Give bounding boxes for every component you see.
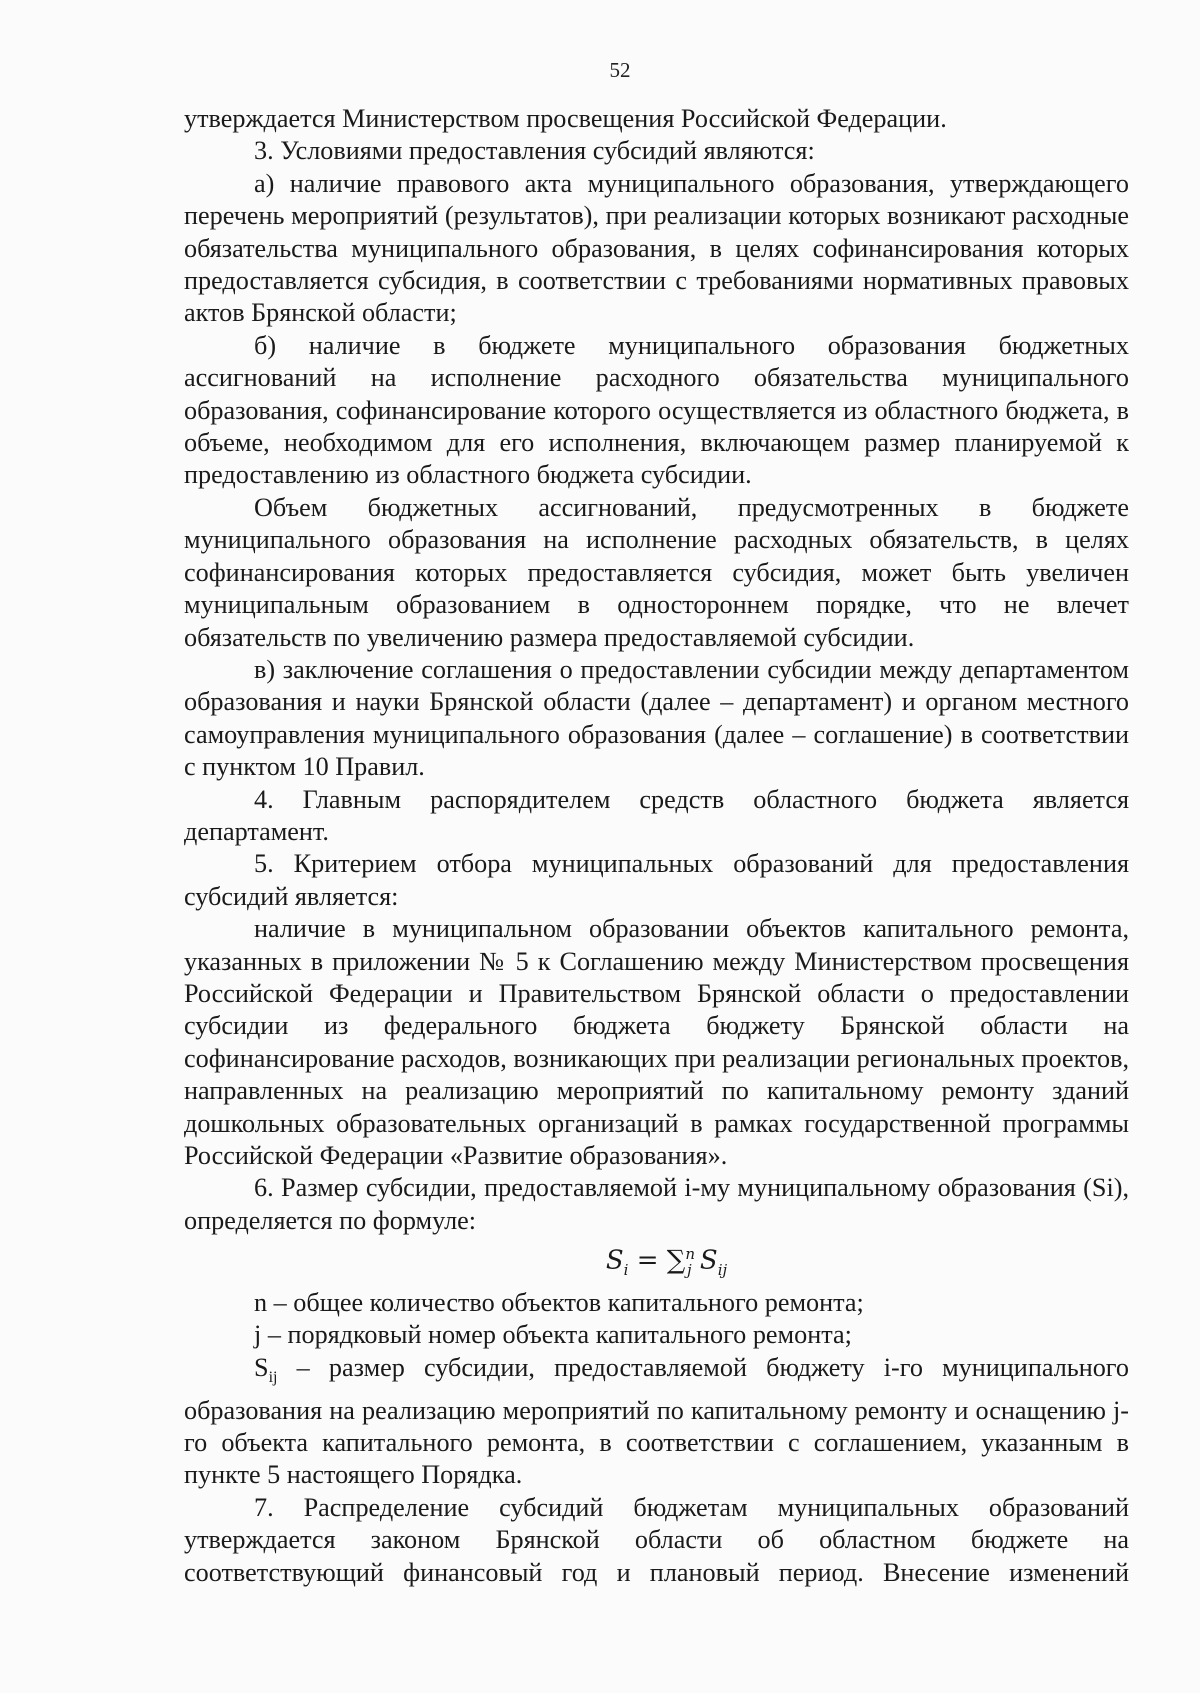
formula-sum-sub: j [687,1261,692,1280]
paragraph-item-4: 4. Главным распорядителем средств областного бюджета является департамент. [184,784,1129,846]
formula-equals: = [636,1245,659,1276]
sij-symbol: S [254,1352,269,1382]
paragraph-selection-criterion: наличие в муниципальном образовании объектов капитального ремонта, указанных в приложении № 5 к Соглашению между Министерством просвещения Российской Федерации и Правительством Брянской области о предоставлении субсидии из федерального бюджета бюджету Брянской области на софинансирование расходов, возникающих при реализации региональных проектов, направленных на реализацию мероприятий по капитальному ремонту зданий дошкольных образовательных организаций в рамках государственной программы Российской Федерации «Развитие образования». [184,914,1129,1170]
formula-lhs-sub: i [623,1261,629,1280]
formula-sum-sign: ∑ [666,1245,686,1276]
paragraph-item-3a: а) наличие правового акта муниципального образования, утверждающего перечень мероприятий (результатов), при реализации которых возникают расходные обязательства муниципального образования, в целях софинансирования которых предоставляется субсидия, в соответствии с требованиями нормативных правовых актов Брянской области; [184,168,1129,328]
paragraph-item-6: 6. Размер субсидии, предоставляемой i-му муниципальному образования (Si), определяется по формуле: [184,1173,1129,1235]
paragraph-item-3b: б) наличие в бюджете муниципального образования бюджетных ассигнований на исполнение расходного обязательства муниципального образования, софинансирование которого осуществляется из областного бюджета, в объеме, необходимом для его исполнения, включающем размер планируемой к предоставлению из областного бюджета субсидии. [184,330,1129,490]
paragraph-item-7: 7. Распределение субсидий бюджетам муниципальных образований утверждается законом Брянской области об областном бюджете на соответствующий финансовый год и плановый период. Внесение изменений [184,1492,1129,1587]
paragraph-sij-definition [184,1352,1129,1492]
paragraph-continuation: утверждается Министерством просвещения Российской Федерации. [184,104,947,133]
subsidy-formula [184,1237,1129,1287]
paragraph-item-3: 3. Условиями предоставления субсидий являются: [254,136,815,166]
sij-definition-text: – размер субсидии, предоставляемой бюджету i-го муниципального образования на реализацию мероприятий по капитальному ремонту и оснащению j-го объекта капитального ремонта, в соответствии с соглашением, указанным в пункте 5 настоящего Порядка. [184,1352,1129,1490]
formula-term: S [699,1245,718,1276]
formula-sum-sup: n [685,1245,695,1264]
paragraph-budget-volume: Объем бюджетных ассигнований, предусмотренных в бюджете муниципального образования на исполнение расходных обязательств, в целях софинансирования которых предоставляется субсидия, может быть увеличен муниципальным образованием в одностороннем порядке, что не влечет обязательств по увеличению размера предоставляемой субсидии. [184,492,1129,652]
formula-term-sub: ij [717,1261,728,1280]
page-number: 52 [609,58,631,82]
formula-lhs: S [605,1245,624,1276]
paragraph-j-definition: j – порядковый номер объекта капитального ремонта; [254,1320,852,1350]
sij-symbol-sub: ij [268,1369,278,1387]
document-body [184,103,1129,1589]
paragraph-n-definition: n – общее количество объектов капитального ремонта; [254,1288,864,1318]
paragraph-item-3v: в) заключение соглашения о предоставлении субсидии между департаментом образования и науки Брянской области (далее – департамент) и органом местного самоуправления муниципального образования (далее – соглашение) в соответствии с пунктом 10 Правил. [184,654,1129,782]
paragraph-item-5: 5. Критерием отбора муниципальных образований для предоставления субсидий является: [184,849,1129,911]
